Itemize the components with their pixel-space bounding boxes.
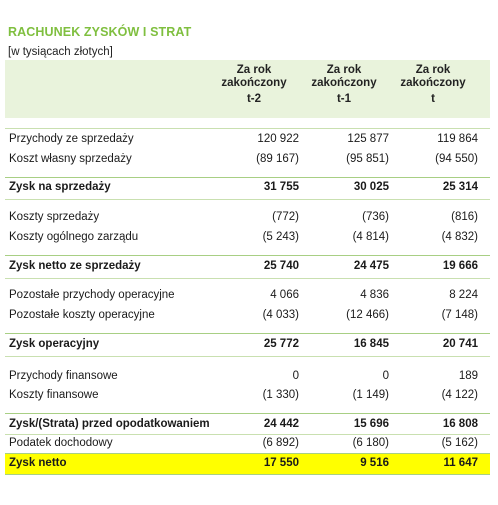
table-row <box>5 286 490 306</box>
value-t: (4 122) <box>441 389 478 401</box>
row-label: Zysk na sprzedaży <box>9 181 111 193</box>
value-t-1: 30 025 <box>353 181 389 193</box>
value-t-2: (6 892) <box>262 437 299 449</box>
table-row <box>5 306 490 326</box>
column-label-line2: zakończony <box>221 77 287 89</box>
row-label: Zysk operacyjny <box>9 338 100 350</box>
row-label: Pozostałe koszty operacyjne <box>9 309 155 321</box>
divider <box>5 333 490 334</box>
value-t-2: (1 330) <box>262 389 299 401</box>
value-t: (4 832) <box>441 231 478 243</box>
row-label: Podatek dochodowy <box>9 437 113 449</box>
report-title: RACHUNEK ZYSKÓW I STRAT <box>8 25 192 39</box>
column-period: t-2 <box>246 93 262 105</box>
row-label: Pozostałe przychody operacyjne <box>9 289 175 301</box>
value-t-2: 4 066 <box>270 289 299 301</box>
unit-note: [w tysiącach złotych] <box>8 46 113 58</box>
value-t: 25 314 <box>442 181 478 193</box>
divider <box>5 356 490 357</box>
value-t-2: (4 033) <box>262 309 299 321</box>
value-t: (94 550) <box>435 153 478 165</box>
column-label-line1: Za rok <box>326 64 362 76</box>
row-label: Koszty finansowe <box>9 389 99 401</box>
value-t-2: 17 550 <box>263 457 299 469</box>
table-row-subtotal <box>5 335 490 355</box>
value-t: 8 224 <box>449 289 478 301</box>
row-label: Koszty ogólnego zarządu <box>9 231 139 243</box>
divider <box>5 278 490 279</box>
value-t: 119 864 <box>437 133 478 145</box>
value-t: 189 <box>458 370 478 382</box>
value-t-1: (95 851) <box>346 153 389 165</box>
value-t-1: (1 149) <box>352 389 389 401</box>
column-label-line2: zakończony <box>400 77 466 89</box>
row-label: Zysk netto ze sprzedaży <box>9 260 141 272</box>
value-t: (816) <box>451 211 478 223</box>
column-header-t <box>388 64 478 106</box>
value-t-1: (4 814) <box>352 231 389 243</box>
table-row <box>5 367 490 387</box>
divider <box>5 128 490 129</box>
value-t: 19 666 <box>442 260 478 272</box>
column-header <box>5 60 490 118</box>
value-t-1: (736) <box>362 211 389 223</box>
value-t-1: 4 836 <box>360 289 389 301</box>
column-label-line2: zakończony <box>311 77 377 89</box>
row-label: Przychody finansowe <box>9 370 118 382</box>
column-label-line1: Za rok <box>415 64 451 76</box>
table-row <box>5 208 490 228</box>
value-t-2: 25 772 <box>263 338 299 350</box>
table-row-net-profit <box>5 454 490 474</box>
value-t-1: 0 <box>382 370 389 382</box>
divider <box>5 474 490 475</box>
value-t-2: (772) <box>272 211 299 223</box>
table-row-subtotal <box>5 178 490 198</box>
table-row <box>5 386 490 406</box>
column-period: t <box>431 93 435 105</box>
value-t: 11 647 <box>443 457 478 469</box>
value-t-2: 31 755 <box>263 181 299 193</box>
value-t-2: (5 243) <box>262 231 299 243</box>
divider <box>5 413 490 414</box>
table-row-subtotal <box>5 415 490 435</box>
value-t: (5 162) <box>441 437 478 449</box>
value-t-1: 16 845 <box>353 338 389 350</box>
value-t-1: (6 180) <box>352 437 389 449</box>
row-label: Przychody ze sprzedaży <box>9 133 134 145</box>
value-t-2: 25 740 <box>263 260 299 272</box>
column-period: t-1 <box>336 93 352 105</box>
value-t: 20 741 <box>442 338 478 350</box>
table-row <box>5 434 490 454</box>
table-row-subtotal <box>5 257 490 277</box>
row-label: Zysk netto <box>9 457 67 469</box>
value-t-2: 0 <box>292 370 299 382</box>
column-label-line1: Za rok <box>236 64 272 76</box>
value-t-1: 15 696 <box>353 418 389 430</box>
column-header-t-1 <box>299 64 389 106</box>
table-row <box>5 150 490 170</box>
value-t-1: 9 516 <box>360 457 389 469</box>
value-t: 16 808 <box>442 418 478 430</box>
table-row <box>5 228 490 248</box>
value-t-1: (12 466) <box>346 309 389 321</box>
table-row <box>5 130 490 150</box>
value-t-2: 24 442 <box>263 418 299 430</box>
divider <box>5 255 490 256</box>
divider <box>5 199 490 200</box>
row-label: Koszt własny sprzedaży <box>9 153 132 165</box>
value-t-2: (89 167) <box>256 153 299 165</box>
column-header-t-2 <box>209 64 299 106</box>
value-t-1: 24 475 <box>353 260 389 272</box>
value-t: (7 148) <box>441 309 478 321</box>
value-t-2: 120 922 <box>257 133 299 145</box>
row-label: Zysk/(Strata) przed opodatkowaniem <box>9 418 210 430</box>
value-t-1: 125 877 <box>347 133 389 145</box>
row-label: Koszty sprzedaży <box>9 211 100 223</box>
